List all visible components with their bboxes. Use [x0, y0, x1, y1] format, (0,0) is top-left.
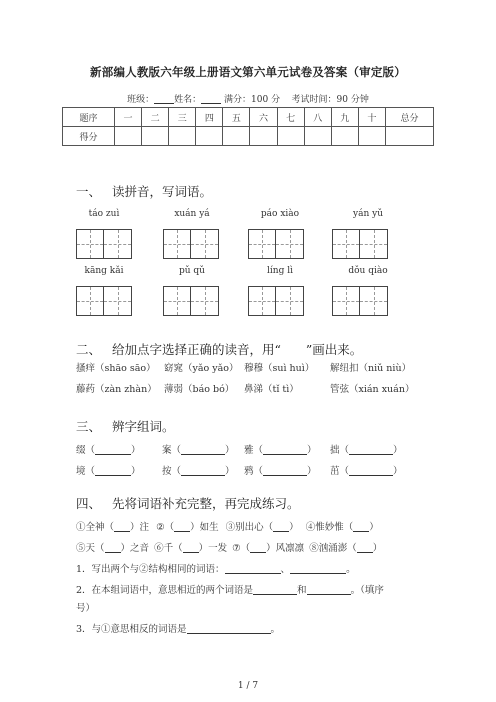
score-table — [62, 107, 434, 146]
question-1: 1．写出两个与②结构相同的词语： 、 。 — [76, 564, 356, 575]
answer-blank[interactable] — [349, 444, 393, 455]
pinyin-label: páo xiào — [260, 209, 300, 219]
score-input-cell[interactable] — [115, 127, 142, 146]
section-title: 给加点字选择正确的读音，用“ ”画出来。 — [112, 342, 363, 357]
answer-blank[interactable] — [357, 542, 373, 553]
answer-blank[interactable] — [114, 521, 130, 532]
writing-grid[interactable] — [248, 229, 304, 259]
writing-grid[interactable] — [76, 229, 132, 259]
writing-grid[interactable] — [163, 229, 219, 259]
score-input-cell[interactable] — [196, 127, 223, 146]
word-item: 鸦（ ） — [244, 466, 317, 477]
answer-blank[interactable] — [349, 465, 393, 476]
pronunciation-item[interactable]: 鼻涕（tǐ tì） — [244, 384, 299, 395]
score-input-cell[interactable] — [277, 127, 304, 146]
pinyin-label: dǒu qiào — [348, 266, 388, 276]
question-3: 3．与①意思相反的词语是 。 — [76, 624, 281, 635]
class-label: 班级： — [127, 95, 155, 105]
pinyin-label: líng lì — [267, 266, 293, 276]
score-table-score-row — [63, 127, 434, 146]
score-input-cell[interactable] — [169, 127, 196, 146]
name-blank[interactable] — [201, 94, 221, 104]
score-header-cell: 一 — [115, 108, 142, 127]
writing-grid[interactable] — [163, 286, 219, 316]
score-input-cell[interactable] — [142, 127, 169, 146]
score-header-cell: 五 — [223, 108, 250, 127]
pronunciation-item[interactable]: 窈窕（yǎo yǎo） — [164, 363, 239, 374]
answer-blank[interactable] — [95, 465, 131, 476]
page-title: 新部编人教版六年级上册语文第六单元试卷及答案（审定版） — [90, 65, 406, 79]
idiom-row: ⑤天（ ）之音 ⑥千（ ）一发 ⑦（ ）风凛凛 ⑧汹涌澎（ ） — [76, 543, 383, 554]
score-input-cell[interactable] — [386, 127, 434, 146]
score-header-cell: 总分 — [386, 108, 434, 127]
answer-blank[interactable] — [253, 584, 297, 595]
answer-blank[interactable] — [307, 584, 351, 595]
answer-blank[interactable] — [353, 521, 369, 532]
score-header-cell: 二 — [142, 108, 169, 127]
answer-blank[interactable] — [263, 444, 307, 455]
section-number: 四、 — [76, 496, 102, 511]
writing-grid[interactable] — [76, 286, 132, 316]
score-header-cell: 十 — [358, 108, 385, 127]
section-number: 三、 — [76, 419, 102, 434]
answer-blank[interactable] — [290, 563, 346, 574]
exam-info — [0, 92, 496, 105]
name-label: 姓名： — [174, 95, 202, 105]
pinyin-label: yán yǔ — [353, 209, 383, 219]
answer-blank[interactable] — [187, 623, 271, 634]
score-row-label: 得分 — [63, 127, 115, 146]
writing-grid[interactable] — [332, 229, 388, 259]
section-title: 辨字组词。 — [112, 419, 175, 434]
score-input-cell[interactable] — [304, 127, 331, 146]
pronunciation-item[interactable]: 藤药（zàn zhàn） — [76, 384, 157, 395]
class-blank[interactable] — [154, 94, 174, 104]
word-item: 缀（ ） — [76, 445, 141, 456]
word-item: 拙（ ） — [330, 445, 403, 456]
answer-blank[interactable] — [174, 521, 190, 532]
answer-blank[interactable] — [263, 465, 307, 476]
pronunciation-item[interactable]: 薄弱（báo bó） — [164, 384, 235, 395]
word-item: 境（ ） — [76, 466, 141, 477]
score-header-cell: 六 — [250, 108, 277, 127]
word-item: 案（ ） — [162, 445, 235, 456]
pronunciation-item[interactable]: 管弦（xián xuán） — [330, 384, 415, 395]
score-header-cell: 七 — [277, 108, 304, 127]
answer-blank[interactable] — [225, 563, 281, 574]
section-3-heading — [76, 417, 175, 435]
section-title: 读拼音，写词语。 — [112, 184, 213, 199]
answer-blank[interactable] — [95, 444, 131, 455]
answer-blank[interactable] — [273, 521, 289, 532]
section-number: 二、 — [76, 342, 102, 357]
score-header-cell: 题序 — [63, 108, 115, 127]
section-4-heading — [76, 494, 300, 512]
question-2-continued: 号） — [76, 603, 96, 614]
score-header-cell: 九 — [331, 108, 358, 127]
idiom-row: ①全神（ ）注 ②（ ）如生 ③别出心（ ） ④惟妙惟（ ） — [76, 522, 379, 533]
word-item: 按（ ） — [162, 466, 235, 477]
score-input-cell[interactable] — [331, 127, 358, 146]
word-item: 雅（ ） — [244, 445, 317, 456]
pronunciation-item[interactable]: 搔痒（shāo sāo） — [76, 363, 156, 374]
pronunciation-item[interactable]: 解纽扣（niǔ niù） — [330, 363, 412, 374]
question-2: 2．在本组词语中，意思相近的两个词语是 和 。（填序 — [76, 585, 384, 596]
score-input-cell[interactable] — [358, 127, 385, 146]
pinyin-label: xuán yá — [174, 209, 210, 219]
score-header-cell: 八 — [304, 108, 331, 127]
score-input-cell[interactable] — [223, 127, 250, 146]
time-label: 考试时间：90 分钟 — [291, 95, 369, 105]
section-title: 先将词语补充完整，再完成练习。 — [112, 496, 300, 511]
section-1-heading — [76, 182, 212, 200]
answer-blank[interactable] — [181, 444, 225, 455]
writing-grid[interactable] — [248, 286, 304, 316]
score-header-cell: 三 — [169, 108, 196, 127]
page-number: 1 / 7 — [237, 681, 259, 691]
score-label: 满分：100 分 — [224, 95, 281, 105]
section-number: 一、 — [76, 184, 102, 199]
answer-blank[interactable] — [183, 542, 199, 553]
word-item: 茁（ ） — [330, 466, 403, 477]
score-header-cell: 四 — [196, 108, 223, 127]
pinyin-label: táo zuì — [88, 209, 120, 219]
score-input-cell[interactable] — [250, 127, 277, 146]
answer-blank[interactable] — [105, 542, 121, 553]
answer-blank[interactable] — [250, 542, 266, 553]
answer-blank[interactable] — [181, 465, 225, 476]
pronunciation-item[interactable]: 穆穆（suì huì） — [244, 363, 315, 374]
score-table-header-row — [63, 108, 434, 127]
pinyin-label: kāng kǎi — [84, 266, 124, 276]
pinyin-label: pǔ qǔ — [179, 266, 205, 276]
section-2-heading — [76, 340, 362, 358]
writing-grid[interactable] — [332, 286, 388, 316]
